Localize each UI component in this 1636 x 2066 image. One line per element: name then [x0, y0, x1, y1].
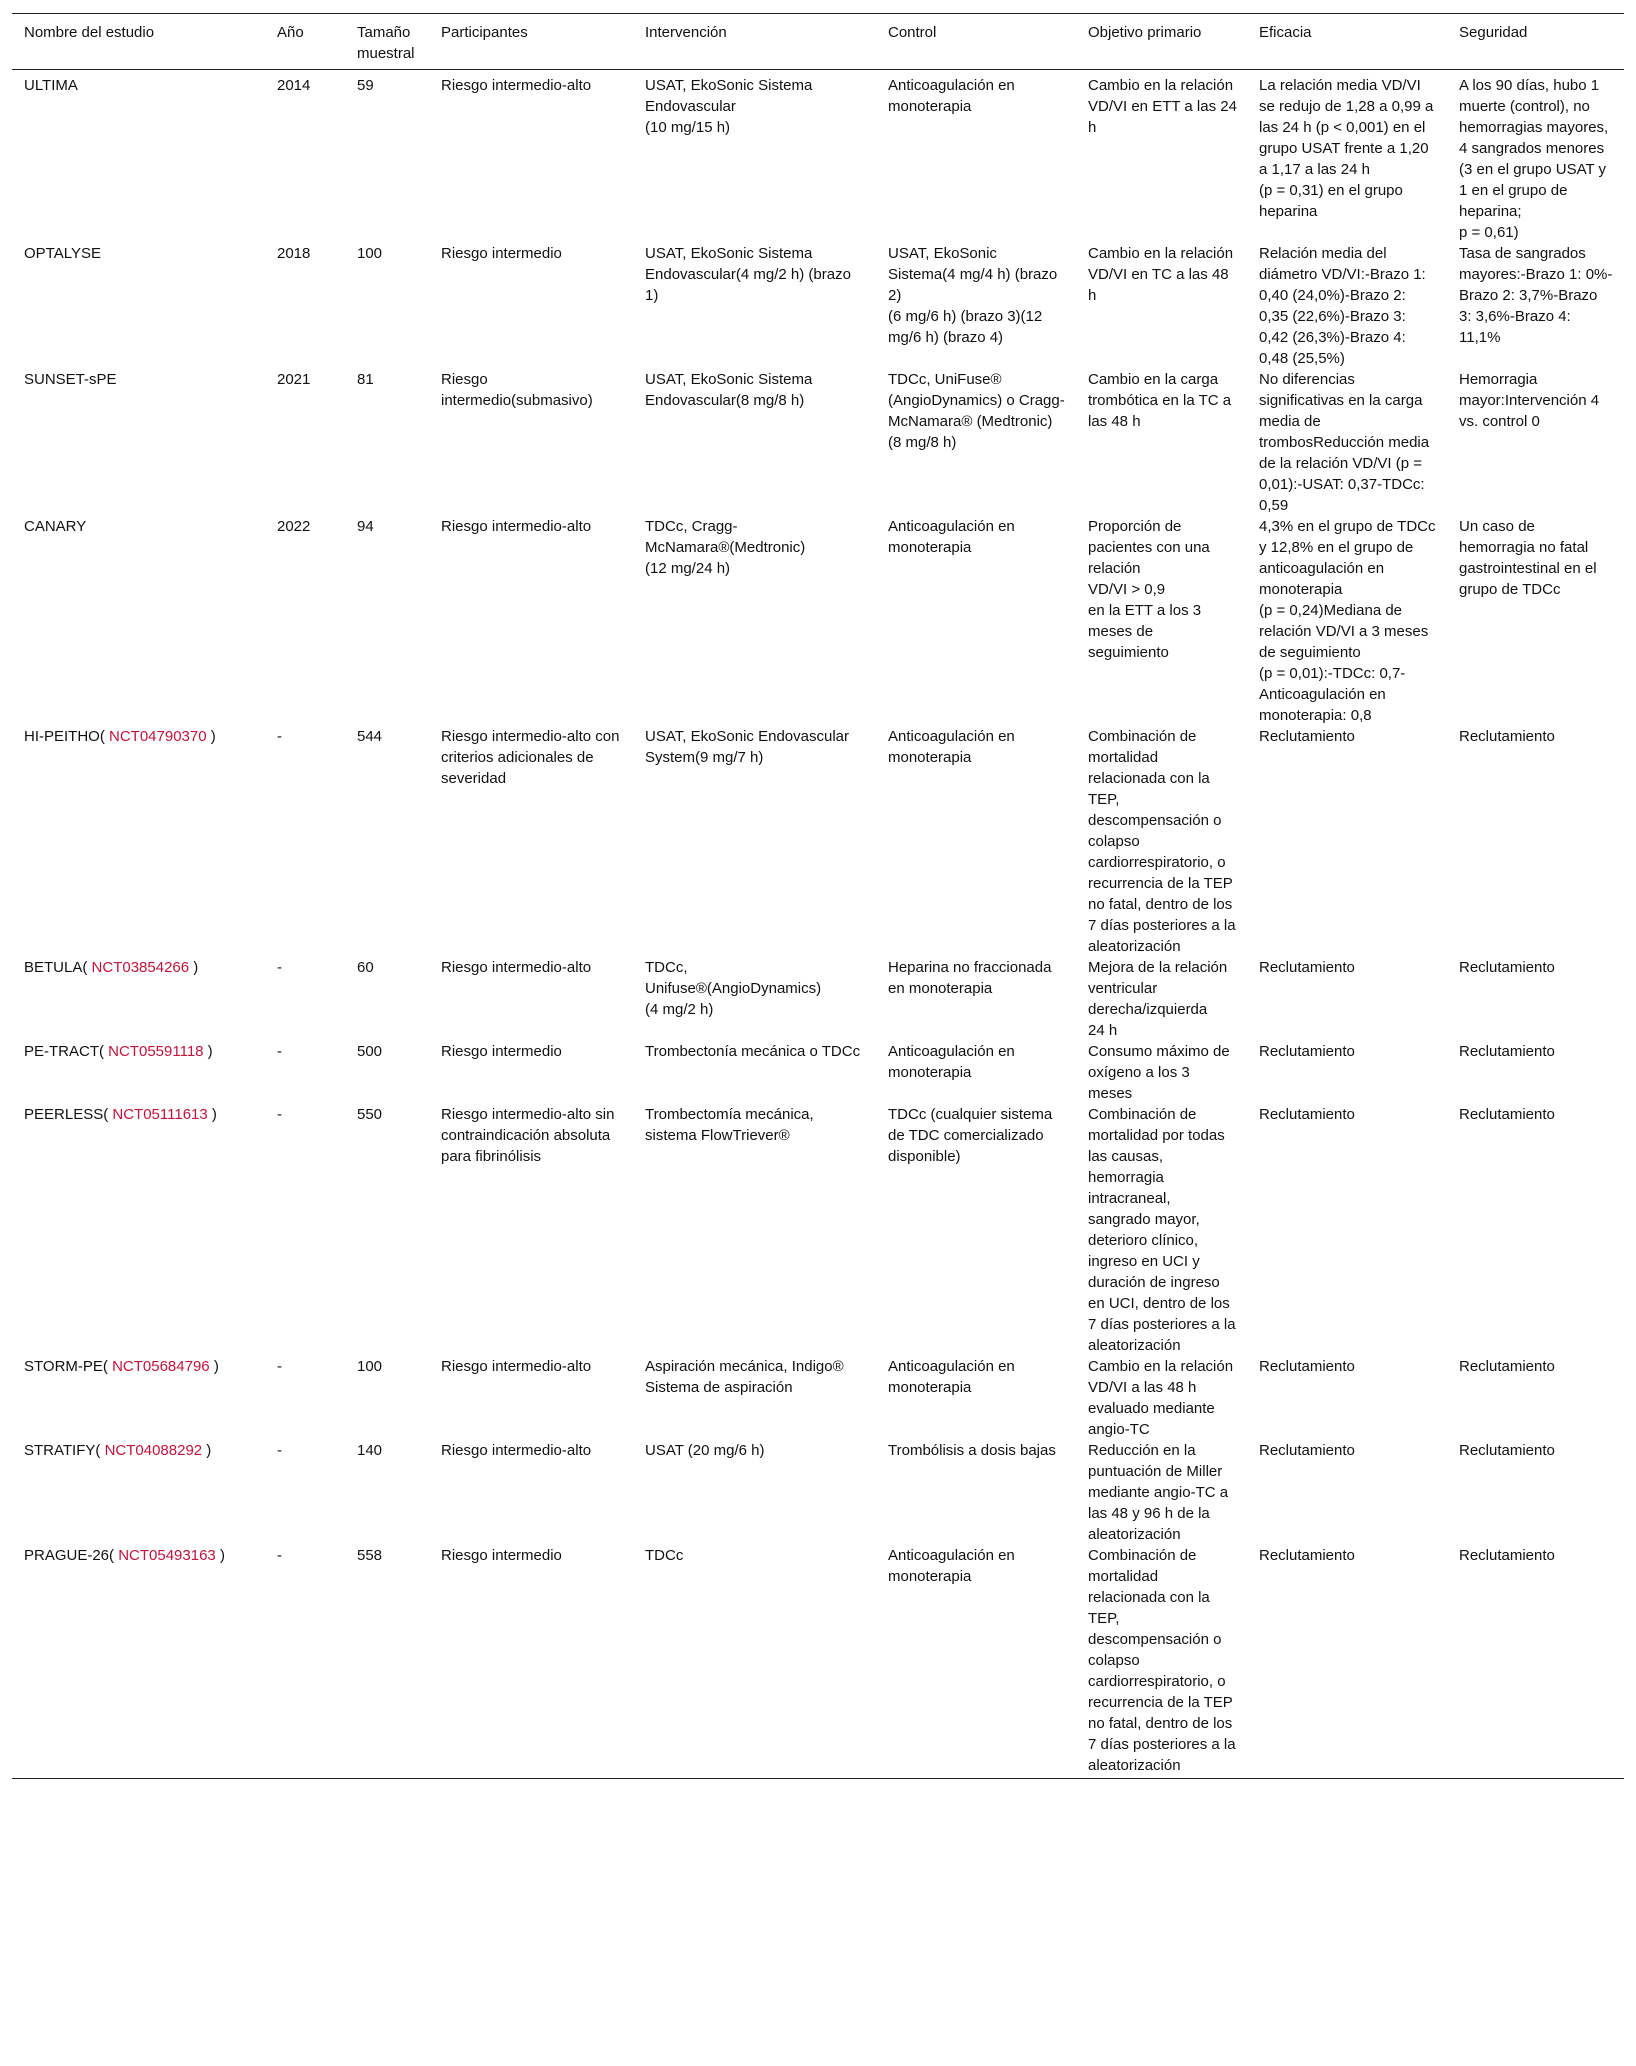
cell-control: Anticoagulación en monoterapia: [876, 1545, 1076, 1779]
cell-safety: Reclutamiento: [1459, 1442, 1555, 1459]
cell-efficacy: Relación media del diámetro VD/VI:-Brazo 1: 0,40 (24,0%)-Brazo 2: 0,35 (22,6%)-Brazo 3: 0,42 (26,3%)-Brazo 4: 0,48 (25,5%): [1259, 245, 1426, 367]
cell-sample-size: 60: [357, 959, 374, 976]
cell-safety: Reclutamiento: [1459, 1358, 1555, 1375]
study-name: BETULA: [24, 959, 83, 976]
nct-link[interactable]: NCT03854266: [91, 959, 190, 976]
cell-year: 2021: [277, 371, 311, 388]
cell-primary-objective: Cambio en la relación VD/VI a las 48 h evaluado mediante angio-TC: [1088, 1358, 1234, 1438]
header-participants: Participantes: [429, 14, 633, 70]
cell-efficacy: Reclutamiento: [1259, 1442, 1355, 1459]
cell-participants: Riesgo intermedio-alto: [441, 77, 592, 94]
cell-efficacy: Reclutamiento: [1259, 728, 1355, 745]
cell-sample-size: 94: [357, 518, 374, 535]
cell-control: Trombólisis a dosis bajas: [888, 1442, 1056, 1459]
header-intervention: Intervención: [633, 14, 876, 70]
cell-primary-objective: Cambio en la relación VD/VI en TC a las 48 h: [1088, 245, 1234, 304]
table-row: [12, 1440, 1624, 1545]
nct-link[interactable]: NCT04790370: [109, 728, 207, 745]
table-row: [12, 70, 1624, 244]
nct-link[interactable]: NCT04088292: [104, 1442, 203, 1459]
cell-safety: Reclutamiento: [1447, 1545, 1624, 1779]
cell-study-name: STORM-PE( NCT05684796 ): [24, 1358, 219, 1375]
cell-year: 2014: [277, 77, 311, 94]
cell-study-name: PRAGUE-26( NCT05493163 ): [12, 1545, 265, 1779]
cell-control: Anticoagulación en monoterapia: [888, 1358, 1015, 1396]
study-name: CANARY: [24, 518, 87, 535]
cell-participants: Riesgo intermedio(submasivo): [441, 371, 593, 409]
cell-sample-size: 100: [357, 245, 383, 262]
cell-study-name: STRATIFY( NCT04088292 ): [24, 1442, 212, 1459]
cell-safety: Reclutamiento: [1459, 959, 1555, 976]
cell-primary-objective: Cambio en la relación VD/VI en ETT a las 24 h: [1088, 77, 1237, 136]
study-name: PEERLESS: [24, 1106, 104, 1123]
study-name: ULTIMA: [24, 77, 78, 94]
cell-intervention: USAT, EkoSonic Sistema Endovascular(4 mg/2 h) (brazo 1): [645, 245, 851, 304]
cell-control: Anticoagulación en monoterapia: [888, 1043, 1015, 1081]
table-row: [12, 1104, 1624, 1356]
cell-sample-size: 59: [357, 77, 374, 94]
header-safety: Seguridad: [1447, 14, 1624, 70]
table-row: [12, 1545, 1624, 1779]
cell-intervention: USAT, EkoSonic Sistema Endovascular(8 mg/8 h): [645, 371, 813, 409]
cell-study-name: PEERLESS( NCT05111613 ): [24, 1106, 217, 1123]
cell-primary-objective: Consumo máximo de oxígeno a los 3 meses: [1088, 1043, 1230, 1102]
header-study-name: Nombre del estudio: [12, 14, 265, 70]
cell-year: -: [277, 1106, 282, 1123]
study-name: STRATIFY: [24, 1442, 96, 1459]
cell-sample-size: 81: [357, 371, 374, 388]
header-year: Año: [265, 14, 345, 70]
study-name: HI-PEITHO: [24, 728, 100, 745]
cell-primary-objective: Reducción en la puntuación de Miller mediante angio-TC a las 48 y 96 h de la aleatorización: [1088, 1442, 1229, 1543]
cell-control: Anticoagulación en monoterapia: [888, 518, 1015, 556]
table-row: [12, 726, 1624, 957]
nct-link[interactable]: NCT05591118: [108, 1043, 204, 1060]
cell-year: 2022: [277, 518, 311, 535]
cell-safety: Tasa de sangrados mayores:-Brazo 1: 0%-Brazo 2: 3,7%-Brazo 3: 3,6%-Brazo 4: 11,1%: [1459, 245, 1613, 346]
cell-participants: Riesgo intermedio: [441, 1043, 562, 1060]
cell-control: Anticoagulación en monoterapia: [888, 728, 1015, 766]
cell-primary-objective: Combinación de mortalidad por todas las causas, hemorragia intracraneal, sangrado mayor, deterioro clínico, ingreso en UCI y duración de ingreso en UCI, dentro de los 7 días posteriores a la aleatorización: [1088, 1106, 1236, 1354]
table-row: [12, 1356, 1624, 1440]
cell-study-name: [12, 369, 265, 516]
cell-intervention: Trombectomía mecánica, sistema FlowTriever®: [645, 1106, 814, 1144]
cell-sample-size: 544: [357, 728, 383, 745]
cell-intervention: TDCc: [633, 1545, 876, 1779]
cell-intervention: USAT, EkoSonic Sistema Endovascular (10 mg/15 h): [645, 77, 813, 136]
cell-primary-objective: Combinación de mortalidad relacionada con la TEP, descompensación o colapso cardiorrespiratorio, o recurrencia de la TEP no fatal, dentro de los 7 días posteriores a la aleatorización: [1076, 1545, 1247, 1779]
table-row: [12, 369, 1624, 516]
study-name: SUNSET-sPE: [24, 371, 117, 388]
cell-study-name: [12, 516, 265, 726]
cell-safety: Un caso de hemorragia no fatal gastrointestinal en el grupo de TDCc: [1459, 518, 1597, 598]
cell-intervention: TDCc, Cragg-McNamara®(Medtronic) (12 mg/24 h): [645, 518, 806, 577]
cell-study-name: BETULA( NCT03854266 ): [24, 959, 199, 976]
cell-intervention: Aspiración mecánica, Indigo® Sistema de aspiración: [645, 1358, 844, 1396]
cell-year: -: [277, 1043, 282, 1060]
cell-sample-size: 558: [345, 1545, 429, 1779]
cell-participants: Riesgo intermedio: [441, 245, 562, 262]
study-name: STORM-PE: [24, 1358, 103, 1375]
cell-year: -: [277, 728, 282, 745]
header-control: Control: [876, 14, 1076, 70]
cell-year: 2018: [277, 245, 311, 262]
cell-intervention: USAT, EkoSonic Endovascular System(9 mg/7 h): [645, 728, 849, 766]
cell-safety: Reclutamiento: [1459, 1106, 1555, 1123]
cell-efficacy: Reclutamiento: [1259, 959, 1355, 976]
cell-control: Anticoagulación en monoterapia: [888, 77, 1015, 115]
cell-safety: A los 90 días, hubo 1 muerte (control), no hemorragias mayores, 4 sangrados menores (3 en el grupo USAT y 1 en el grupo de heparina; p = 0,61): [1459, 77, 1609, 241]
cell-safety: Reclutamiento: [1459, 1043, 1555, 1060]
cell-participants: Riesgo intermedio-alto: [441, 518, 592, 535]
cell-year: -: [265, 1545, 345, 1779]
cell-control: Heparina no fraccionada en monoterapia: [888, 959, 1052, 997]
table-row: [12, 243, 1624, 369]
cell-efficacy: 4,3% en el grupo de TDCc y 12,8% en el grupo de anticoagulación en monoterapia (p = 0,24)Mediana de relación VD/VI a 3 meses de seguimiento (p = 0,01):-TDCc: 0,7-Anticoagulación en monoterapia: 0,8: [1259, 518, 1436, 724]
cell-year: -: [277, 1442, 282, 1459]
cell-year: -: [277, 959, 282, 976]
nct-link[interactable]: NCT05493163: [118, 1547, 216, 1564]
cell-efficacy: Reclutamiento: [1259, 1106, 1355, 1123]
cell-control: TDCc (cualquier sistema de TDC comercializado disponible): [888, 1106, 1053, 1165]
study-name: OPTALYSE: [24, 245, 101, 262]
header-sample-size: Tamaño muestral: [345, 14, 429, 70]
cell-safety: Hemorragia mayor:Intervención 4 vs. control 0: [1459, 371, 1600, 430]
header-efficacy: Eficacia: [1247, 14, 1447, 70]
cell-study-name: HI-PEITHO( NCT04790370 ): [24, 728, 216, 745]
cell-sample-size: 500: [357, 1043, 383, 1060]
cell-participants: Riesgo intermedio-alto: [441, 1358, 592, 1375]
nct-link[interactable]: NCT05111613: [112, 1106, 208, 1123]
cell-sample-size: 140: [357, 1442, 383, 1459]
study-name: PRAGUE-26: [24, 1547, 110, 1564]
cell-control: USAT, EkoSonic Sistema(4 mg/4 h) (brazo 2) (6 mg/6 h) (brazo 3)(12 mg/6 h) (brazo 4): [888, 245, 1058, 346]
cell-participants: Riesgo intermedio-alto: [441, 959, 592, 976]
cell-safety: Reclutamiento: [1459, 728, 1555, 745]
cell-participants: Riesgo intermedio-alto: [441, 1442, 592, 1459]
cell-study-name: [12, 243, 265, 369]
cell-sample-size: 550: [357, 1106, 383, 1123]
cell-year: -: [277, 1358, 282, 1375]
cell-efficacy: Reclutamiento: [1247, 1545, 1447, 1779]
cell-study-name: [12, 70, 265, 244]
cell-efficacy: No diferencias significativas en la carga media de trombosReducción media de la relación VD/VI (p = 0,01):-USAT: 0,37-TDCc: 0,59: [1259, 371, 1430, 514]
cell-study-name: PE-TRACT( NCT05591118 ): [24, 1043, 213, 1060]
cell-primary-objective: Combinación de mortalidad relacionada con la TEP, descompensación o colapso cardiorrespiratorio, o recurrencia de la TEP no fatal, dentro de los 7 días posteriores a la aleatorización: [1088, 728, 1236, 955]
cell-participants: Riesgo intermedio-alto sin contraindicación absoluta para fibrinólisis: [441, 1106, 615, 1165]
cell-participants: Riesgo intermedio: [429, 1545, 633, 1779]
table-row: [12, 957, 1624, 1041]
cell-efficacy: La relación media VD/VI se redujo de 1,28 a 0,99 a las 24 h (p < 0,001) en el grupo USAT frente a 1,20 a 1,17 a las 24 h (p = 0,31) en el grupo heparina: [1259, 77, 1434, 220]
cell-intervention: TDCc, Unifuse®(AngioDynamics) (4 mg/2 h): [645, 959, 822, 1018]
table-body: [12, 70, 1624, 1779]
studies-table: [12, 13, 1624, 1779]
cell-primary-objective: Mejora de la relación ventricular derecha/izquierda 24 h: [1088, 959, 1228, 1039]
header-primary-objective: Objetivo primario: [1076, 14, 1247, 70]
cell-intervention: USAT (20 mg/6 h): [645, 1442, 765, 1459]
cell-participants: Riesgo intermedio-alto con criterios adicionales de severidad: [441, 728, 620, 787]
table-row: [12, 516, 1624, 726]
table-header-row: [12, 14, 1624, 70]
cell-efficacy: Reclutamiento: [1259, 1043, 1355, 1060]
nct-link[interactable]: NCT05684796: [112, 1358, 210, 1375]
table-container: [12, 13, 1624, 1779]
cell-primary-objective: Proporción de pacientes con una relación VD/VI > 0,9 en la ETT a los 3 meses de seguimiento: [1088, 518, 1210, 661]
cell-efficacy: Reclutamiento: [1259, 1358, 1355, 1375]
study-name: PE-TRACT: [24, 1043, 99, 1060]
cell-control: TDCc, UniFuse® (AngioDynamics) o Cragg-McNamara® (Medtronic) (8 mg/8 h): [888, 371, 1065, 451]
cell-primary-objective: Cambio en la carga trombótica en la TC a las 48 h: [1088, 371, 1232, 430]
cell-intervention: Trombectonía mecánica o TDCc: [645, 1043, 861, 1060]
cell-sample-size: 100: [357, 1358, 383, 1375]
table-row: [12, 1041, 1624, 1104]
